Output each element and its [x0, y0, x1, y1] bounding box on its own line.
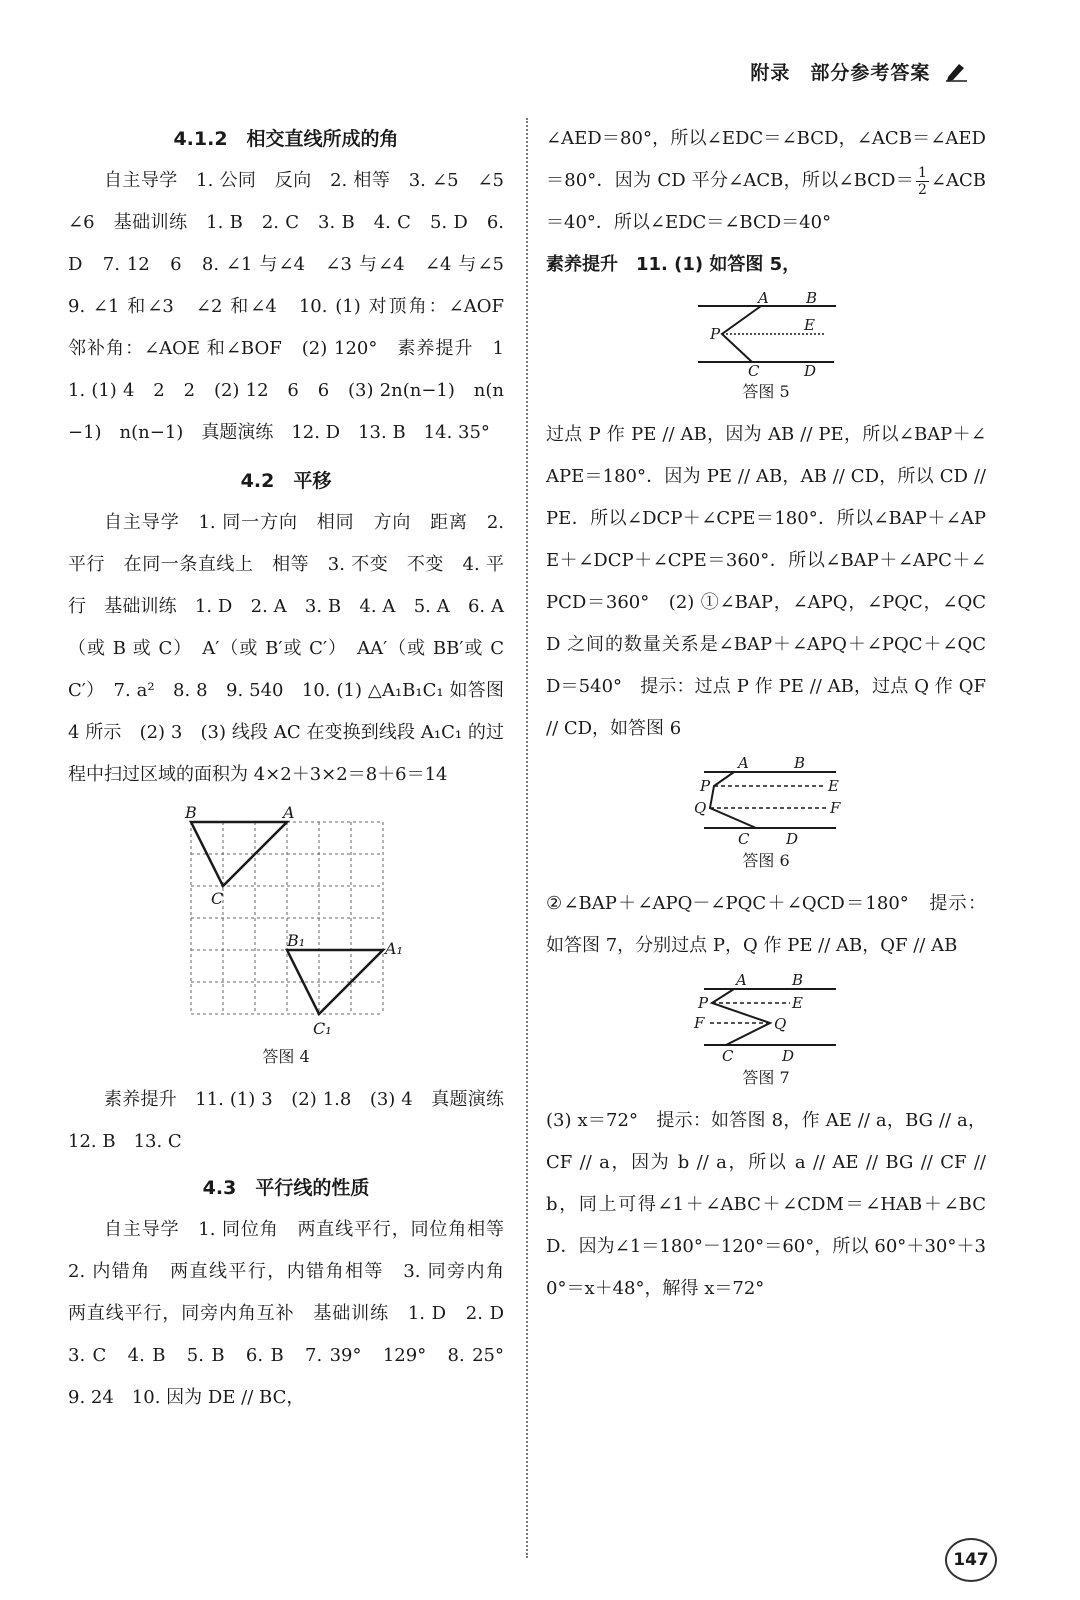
section-title-4-1-2: 4.1.2 相交直线所成的角 [173, 128, 399, 150]
left-column [68, 118, 522, 1419]
label-c1: C₁ [313, 1019, 332, 1038]
fig7-label-c: C [722, 1047, 734, 1065]
header-text: 附录 部分参考答案 [750, 62, 931, 84]
label-b1: B₁ [287, 931, 306, 950]
answer-11-proof: 过点 P 作 PE // AB，因为 AB // PE，所以∠BAP＋∠APE＝180°．因为 PE // AB，AB // CD，所以 CD // PE．所以∠DCP＋∠CPE＝180°．所以∠BAP＋∠APE＋∠DCP＋∠CPE＝360°．所以∠BAP＋∠APC＋∠PCD＝360° (2) ①∠BAP，∠APQ，∠PQC，∠QCD 之间的数量关系是∠BAP＋∠APQ＋∠PQC＋∠QCD＝540° 提示：过点 P 作 PE // AB，过点 Q 作 QF // CD，如答图 6 [546, 424, 986, 739]
answer-11-intro [546, 244, 986, 286]
answer-10-text: ∠AED＝80°，所以∠EDC＝∠BCD，∠ACB＝∠AED＝80°．因为 CD 平分∠ACB，所以∠BCD [546, 128, 986, 191]
fraction-numerator: 1 [918, 164, 927, 181]
parallel-diagram-5 [686, 289, 846, 380]
answers-4-3: 自主导学 1. 同位角 两直线平行，同位角相等 2. 内错角 两直线平行，内错角相等 3. 同旁内角 两直线平行，同旁内角互补 基础训练 1. D 2. D 3. C 4. B 5. B 6. B 7. 39° 129° 8. 25° 9. 24 10. 因为 DE // BC， [68, 1219, 522, 1408]
fig6-label-e: E [828, 777, 839, 795]
fig6-label-d: D [786, 830, 799, 848]
label-c: C [211, 889, 224, 908]
figure-7 [546, 973, 986, 1088]
figure-5-caption: 答图 5 [742, 382, 790, 401]
fig7-label-q: Q [774, 1015, 787, 1033]
fig7-label-f: F [694, 1014, 705, 1032]
answers-4-2-extra: 素养提升 11. (1) 3 (2) 1.8 (3) 4 真题演练 12. B 13. C [68, 1089, 522, 1152]
page-header [750, 58, 968, 87]
fig6-label-b: B [794, 754, 806, 772]
figure-7-caption: 答图 7 [742, 1068, 790, 1087]
fig5-label-c: C [748, 362, 760, 380]
fraction-denominator: 2 [918, 181, 927, 198]
answer-11-part3: (3) x＝72° 提示：如答图 8，作 AE // a，BG // a，CF // a，因为 b // a，所以 a // AE // BG // CF // b，同上可得∠1＋∠ABC＋∠CDM＝∠HAB＋∠BCD．因为∠1＝180°－120°＝60°，所以 60°＋30°＋30°＝x＋48°，解得 x＝72° [546, 1110, 986, 1299]
page-number: 147 [945, 1538, 997, 1582]
answers-4-1-2: 自主导学 1. 公同 反向 2. 相等 3. ∠5 ∠5 ∠6 基础训练 1. B 2. C 3. B 4. C 5. D 6. D 7. 12 6 8. ∠1 与∠4 ∠3 与∠4 ∠4 与∠5 9. ∠1 和∠3 ∠2 和∠4 10. (1) 对顶角：∠AOF 邻补角：∠AOE 和∠BOF (2) 120° 素养提升 11. (1) 4 2 2 (2) 12 6 6 (3) 2n(n−1) n(n−1) n(n−1) 真题演练 12. D 13. B 14. 35° [68, 170, 522, 443]
answer-10-cont: ∠AED＝80°，所以∠EDC＝∠BCD，∠ACB＝∠AED＝80°．因为 CD 平分∠ACB，所以∠BCD＝ $\frac{1}{2}$ ∠ACB＝40°．所以∠EDC＝∠BCD＝40° [546, 128, 987, 233]
section-title-4-2: 4.2 平移 [240, 470, 332, 492]
answer-11-part2: ②∠BAP＋∠APQ－∠PQC＋∠QCD＝180° 提示：如答图 7，分别过点 P，Q 作 PE // AB，QF // AB [546, 893, 986, 956]
grid-diagram [171, 802, 401, 1042]
right-column [546, 118, 986, 1310]
fig6-label-f: F [830, 799, 841, 817]
fig7-label-d: D [782, 1047, 795, 1065]
fig6-label-p: P [700, 777, 711, 795]
label-a: A [283, 803, 295, 822]
fig7-label-a: A [736, 971, 747, 989]
figure-6-caption: 答图 6 [742, 851, 790, 870]
column-divider [526, 118, 528, 1558]
figure-6 [546, 756, 986, 871]
fig6-label-a: A [738, 754, 749, 772]
figure-5 [546, 289, 986, 402]
fig6-label-q: Q [694, 799, 707, 817]
fig5-label-a: A [758, 289, 769, 307]
fig5-label-d: D [804, 362, 817, 380]
answers-4-2: 自主导学 1. 同一方向 相同 方向 距离 2. 平行 在同一条直线上 相等 3. 不变 不变 4. 平行 基础训练 1. D 2. A 3. B 4. A 5. A 6. A（或 B 或 C） A′（或 B′或 C′） AA′（或 BB′或 CC′） 7. a² 8. 8 9. 540 10. (1) △A₁B₁C₁ 如答图 4 所示 (2) 3 (3) 线段 AC 在变换到线段 A₁C₁ 的过程中扫过区域的面积为 4×2＋3×2＝8＋6＝14 [68, 512, 504, 785]
fig6-label-c: C [738, 830, 750, 848]
fig7-label-e: E [792, 994, 803, 1012]
fig5-label-p: P [710, 325, 721, 343]
parallel-diagram-7 [686, 973, 846, 1063]
label-a1: A₁ [385, 939, 403, 958]
figure-4 [68, 802, 504, 1067]
label-b: B [185, 803, 197, 822]
pencil-icon [944, 60, 968, 87]
fig7-label-p: P [698, 994, 709, 1012]
section-title-4-3: 4.3 平行线的性质 [202, 1177, 370, 1199]
parallel-diagram-6 [686, 756, 846, 846]
answer-10-tail: ∠ACB＝40°．所以∠EDC＝∠BCD＝40° [546, 170, 987, 233]
fig5-label-e: E [804, 316, 815, 334]
fig5-label-b: B [806, 289, 818, 307]
fig7-label-b: B [792, 971, 804, 989]
figure-4-caption: 答图 4 [262, 1047, 310, 1066]
answer-11-intro-text: 素养提升 11. (1) 如答图 5， [546, 254, 801, 275]
fraction-half [916, 165, 929, 198]
